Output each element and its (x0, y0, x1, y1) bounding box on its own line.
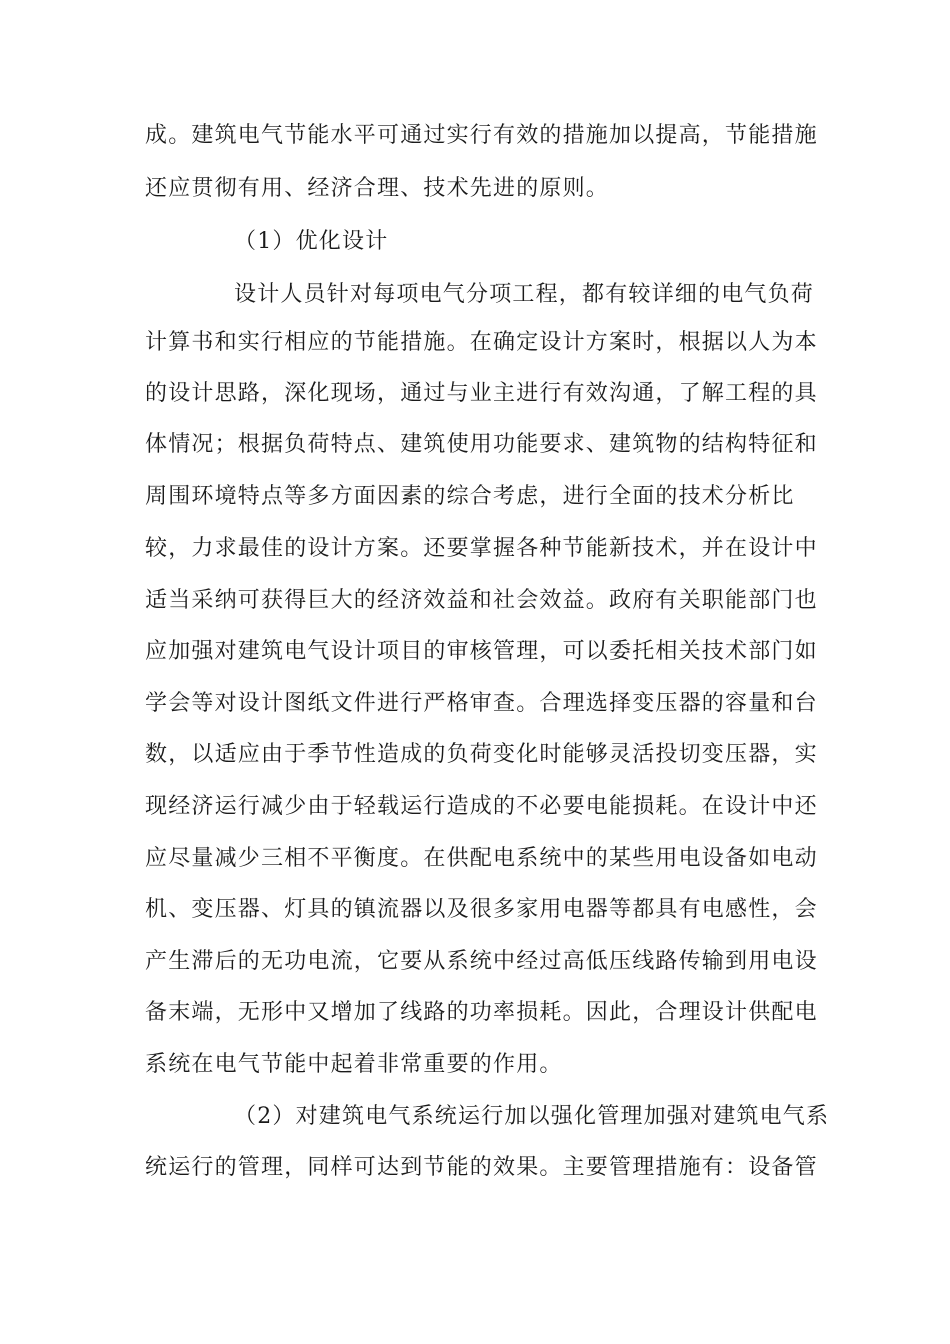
text-line: 较，力求最佳的设计方案。还要掌握各种节能新技术，并在设计中 (145, 536, 818, 561)
text-line: 设计人员针对每项电气分项工程，都有较详细的电气负荷 (234, 282, 815, 307)
text-line: 备末端，无形中又增加了线路的功率损耗。因此，合理设计供配电 (145, 1000, 818, 1025)
text-line: 系统在电气节能中起着非常重要的作用。 (145, 1052, 563, 1077)
text-line: 计算书和实行相应的节能措施。在确定设计方案时，根据以人为本 (145, 330, 818, 355)
text-line: 成。建筑电气节能水平可通过实行有效的措施加以提高，节能措施 (145, 123, 818, 148)
text-line: 应尽量减少三相不平衡度。在供配电系统中的某些用电设备如电动 (145, 846, 818, 871)
text-line: 适当采纳可获得巨大的经济效益和社会效益。政府有关职能部门也 (145, 588, 818, 613)
text-line: 数，以适应由于季节性造成的负荷变化时能够灵活投切变压器，实 (145, 742, 818, 767)
text-line: 体情况；根据负荷特点、建筑使用功能要求、建筑物的结构特征和 (145, 432, 818, 457)
text-line: 产生滞后的无功电流，它要从系统中经过高低压线路传输到用电设 (145, 949, 818, 974)
section-heading-optimize-design: （1）优化设计 (234, 229, 389, 254)
text-line: 的设计思路，深化现场，通过与业主进行有效沟通，了解工程的具 (145, 381, 818, 406)
text-line: 统运行的管理，同样可达到节能的效果。主要管理措施有：设备管 (145, 1155, 818, 1180)
text-line: 现经济运行减少由于轻载运行造成的不必要电能损耗。在设计中还 (145, 794, 818, 819)
text-line: 周围环境特点等多方面因素的综合考虑，进行全面的技术分析比 (145, 484, 795, 509)
text-line: 学会等对设计图纸文件进行严格审查。合理选择变压器的容量和台 (145, 691, 818, 716)
section-heading-strengthen-management: （2）对建筑电气系统运行加以强化管理加强对建筑电气系 (234, 1104, 830, 1129)
text-line: 还应贯彻有用、经济合理、技术先进的原则。 (145, 176, 610, 201)
text-line: 机、变压器、灯具的镇流器以及很多家用电器等都具有电感性，会 (145, 897, 818, 922)
text-line: 应加强对建筑电气设计项目的审核管理，可以委托相关技术部门如 (145, 639, 818, 664)
